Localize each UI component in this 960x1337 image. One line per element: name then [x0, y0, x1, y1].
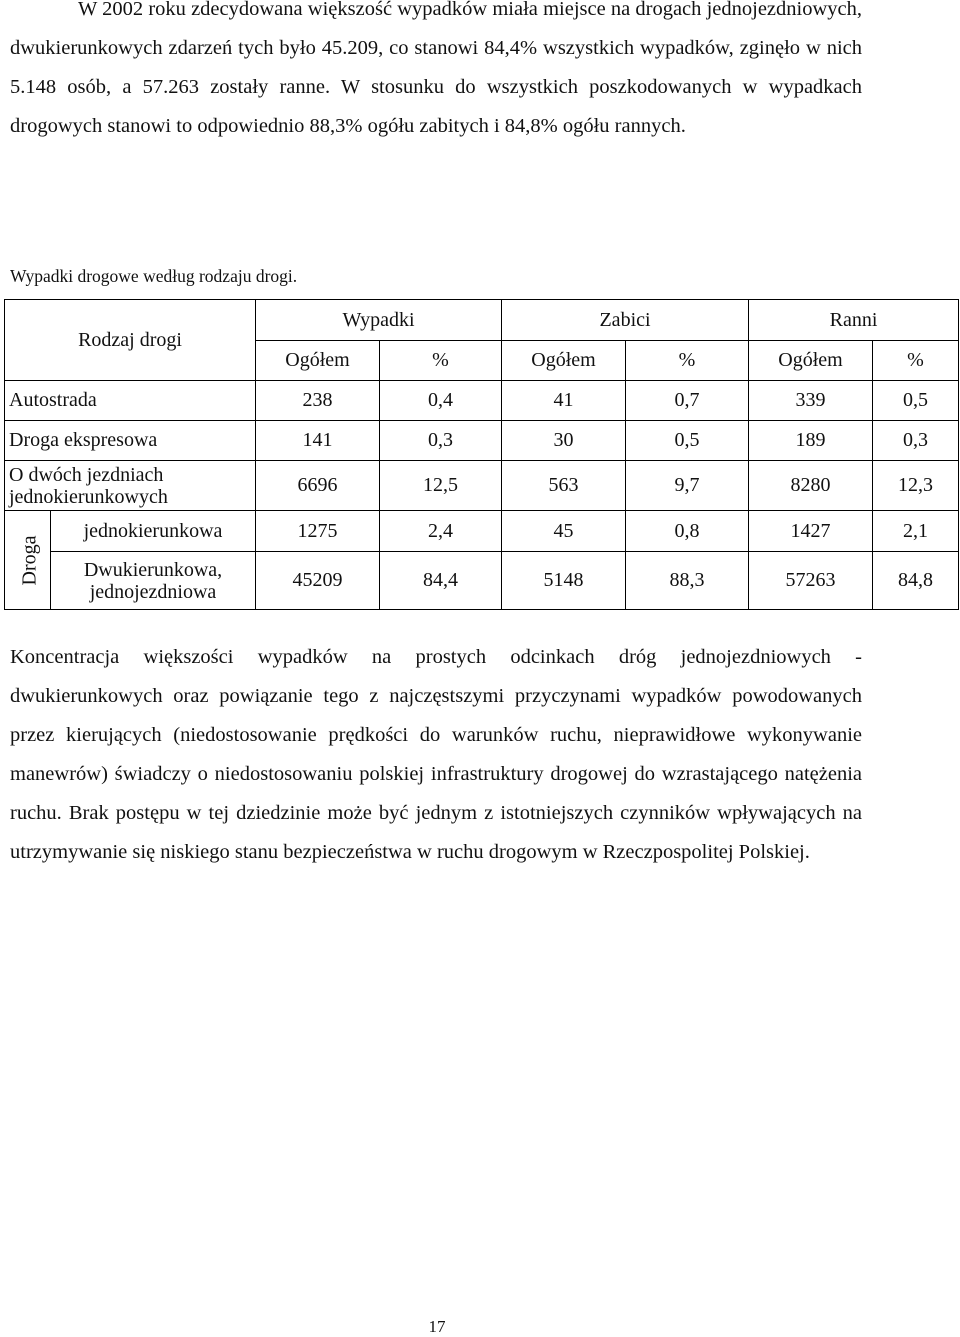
table-cell: 0,8 [626, 511, 749, 552]
table-row [5, 511, 959, 552]
row-header-cell: Rodzaj drogi [5, 300, 256, 381]
accidents-table [4, 299, 959, 610]
table-cell: 0,5 [626, 421, 749, 461]
table-cell: 9,7 [626, 461, 749, 511]
table-row [5, 421, 959, 461]
row-label-line: jednojezdniowa [89, 580, 217, 603]
table-cell: 12,3 [873, 461, 959, 511]
table-cell: 0,3 [380, 421, 502, 461]
table-cell: 0,5 [873, 381, 959, 421]
table-caption: Wypadki drogowe według rodzaju drogi. [10, 266, 298, 286]
group-header-wypadki: Wypadki [256, 300, 502, 341]
table-cell: 2,1 [873, 511, 959, 552]
row-label [51, 552, 256, 610]
table-cell: 84,4 [380, 552, 502, 610]
row-label: Autostrada [5, 381, 256, 421]
subheader-cell: % [626, 341, 749, 381]
table-cell: 563 [502, 461, 626, 511]
table-cell: 2,4 [380, 511, 502, 552]
table-row [5, 461, 959, 511]
subheader-cell: Ogółem [749, 341, 873, 381]
vertical-label-cell [5, 511, 51, 610]
table-cell: 45 [502, 511, 626, 552]
table-cell: 12,5 [380, 461, 502, 511]
table-row [5, 381, 959, 421]
group-header-zabici: Zabici [502, 300, 749, 341]
table-cell: 57263 [749, 552, 873, 610]
header-row-groups [5, 300, 959, 341]
group-header-ranni: Ranni [749, 300, 959, 341]
subheader-cell: % [873, 341, 959, 381]
table-cell: 30 [502, 421, 626, 461]
page-number: 17 [428, 1317, 446, 1336]
table-cell: 238 [256, 381, 380, 421]
table-cell: 5148 [502, 552, 626, 610]
row-label-line: Dwukierunkowa, [83, 558, 223, 581]
row-label: Droga ekspresowa [5, 421, 256, 461]
conclusion-paragraph: Koncentracja większości wypadków na prostych odcinkach dróg jednojezdniowych - dwukierunkowych oraz powiązanie tego z najczęstszymi przyczynami wypadków powodowanych przez kierujących (niedostosowanie prędkości do warunków ruchu, nieprawidłowe wykonywanie manewrów) świadczy o niedostosowaniu polskiej infrastruktury drogowej do wzrastającego natężenia ruchu. Brak postępu w tej dziedzinie może być jednym z istotniejszych czynników wpływających na utrzymywanie się niskiego stanu bezpieczeństwa w ruchu drogowym w Rzeczpospolitej Polskiej. [10, 646, 862, 863]
table-cell: 41 [502, 381, 626, 421]
table-cell: 141 [256, 421, 380, 461]
table-cell: 189 [749, 421, 873, 461]
subheader-cell: Ogółem [256, 341, 380, 381]
vertical-label: Droga [18, 535, 41, 585]
table-cell: 1427 [749, 511, 873, 552]
table-cell: 6696 [256, 461, 380, 511]
row-label: O dwóch jezdniach jednokierunkowych [5, 461, 256, 511]
table-cell: 45209 [256, 552, 380, 610]
table-cell: 339 [749, 381, 873, 421]
table-cell: 88,3 [626, 552, 749, 610]
row-label: jednokierunkowa [51, 511, 256, 552]
table-row [5, 552, 959, 610]
table-cell: 1275 [256, 511, 380, 552]
subheader-cell: Ogółem [502, 341, 626, 381]
intro-paragraph: W 2002 roku zdecydowana większość wypadków miała miejsce na drogach jednojezdniowych, dwukierunkowych zdarzeń tych było 45.209, co stanowi 84,4% wszystkich wypadków, zginęło w nich 5.148 osób, a 57.263 zostały ranne. W stosunku do wszystkich poszkodowanych w wypadkach drogowych stanowi to odpowiednio 88,3% ogółu zabitych i 84,8% ogółu rannych. [10, 0, 862, 137]
table-cell: 0,4 [380, 381, 502, 421]
table-cell: 84,8 [873, 552, 959, 610]
table-cell: 8280 [749, 461, 873, 511]
subheader-cell: % [380, 341, 502, 381]
table-cell: 0,3 [873, 421, 959, 461]
table-cell: 0,7 [626, 381, 749, 421]
